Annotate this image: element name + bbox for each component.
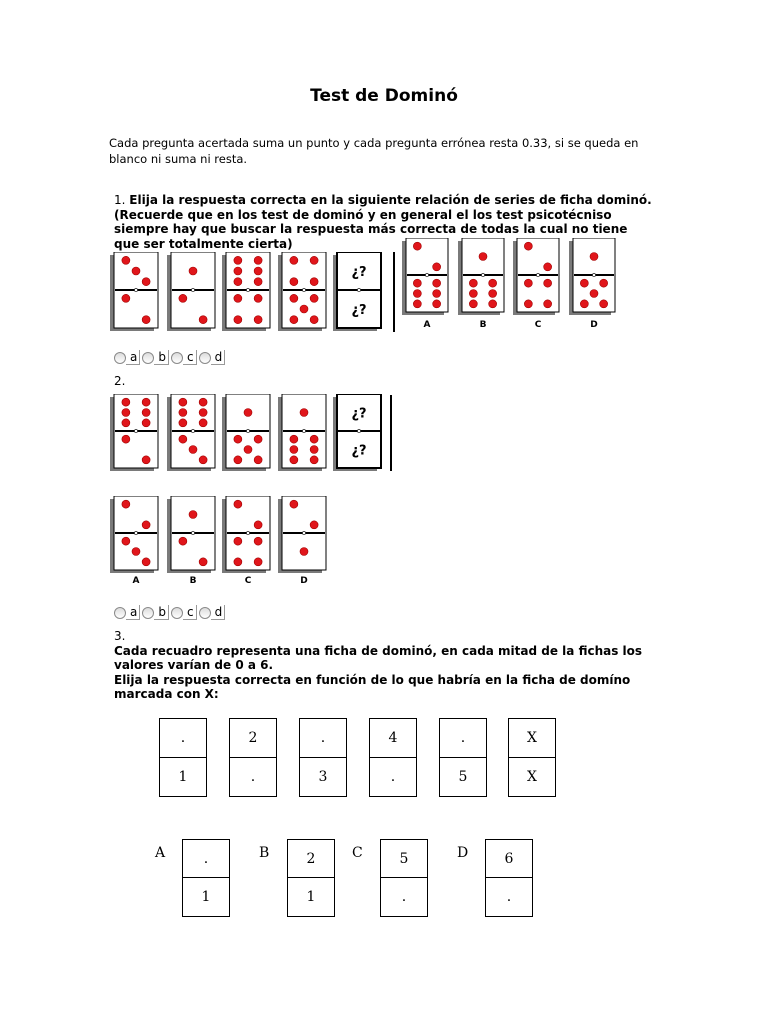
q3-sequence-tile-3-top: . (300, 719, 346, 758)
pip (132, 267, 140, 275)
pip (489, 290, 497, 298)
q3-option-letter-D: D (457, 845, 469, 861)
q1-radio-c[interactable] (171, 352, 183, 364)
pip (254, 456, 262, 464)
q3-sequence-tile-5-bottom: 5 (458, 768, 468, 785)
q1-sequence-tile-2 (167, 252, 217, 334)
pip (142, 456, 150, 464)
pip (300, 548, 308, 556)
q3-option-tile-C (380, 839, 428, 917)
pip (310, 294, 318, 302)
pip (310, 521, 318, 529)
pip (590, 290, 598, 298)
pip (413, 279, 421, 287)
pip (199, 419, 207, 427)
q3-option-tile-C-top: 5 (381, 840, 427, 878)
q1-option-letter-D: D (590, 320, 598, 330)
pip (544, 279, 552, 287)
pip (254, 537, 262, 545)
pip (600, 300, 608, 308)
pip (142, 419, 150, 427)
pip (290, 435, 298, 443)
pip (234, 256, 242, 264)
pip (290, 456, 298, 464)
q3-option-tile-D (485, 839, 533, 917)
tile-center-pin (246, 531, 249, 534)
q3-option-tile-B-top: 2 (288, 840, 334, 878)
q3-sequence-tile-1 (159, 718, 207, 797)
q3-option-tile-C-bottom: . (401, 889, 407, 905)
q1-option-letter-C: C (534, 320, 542, 330)
pip (122, 537, 130, 545)
q2-option-letter-B: B (189, 576, 197, 586)
q1-option-tile-A (402, 238, 450, 318)
pip (433, 279, 441, 287)
tile-center-pin (134, 288, 137, 291)
q3-option-letter-B: B (259, 845, 270, 861)
pip (254, 278, 262, 286)
question-3-number: 3. (114, 629, 126, 643)
q2-radio-b[interactable] (142, 607, 154, 619)
unknown-label: ¿? (351, 303, 367, 318)
pip (590, 253, 598, 261)
pip (234, 435, 242, 443)
q2-option-tile-A (110, 496, 160, 576)
pip (544, 300, 552, 308)
pip (179, 419, 187, 427)
pip (234, 558, 242, 566)
pip (179, 435, 187, 443)
q2-sequence-tile-5 (333, 394, 383, 474)
question-2-answers (114, 605, 227, 620)
pip (142, 521, 150, 529)
pip (413, 290, 421, 298)
q2-option-tile-B (167, 496, 217, 576)
pip (290, 446, 298, 454)
pip (122, 409, 130, 417)
q3-sequence-tile-6-top: X (509, 719, 555, 758)
q1-option-tile-B (458, 238, 506, 318)
unknown-label: ¿? (351, 443, 367, 459)
pip (189, 446, 197, 454)
pip (310, 278, 318, 286)
tile-center-pin (536, 273, 539, 276)
pip (310, 446, 318, 454)
pip (234, 316, 242, 324)
pip (290, 294, 298, 302)
q3-sequence-tile-6 (508, 718, 556, 797)
q1-sequence-tile-1 (110, 252, 160, 334)
pip (234, 267, 242, 275)
pip (580, 279, 588, 287)
pip (254, 316, 262, 324)
q2-option-label-c: c (183, 605, 197, 620)
pip (290, 500, 298, 508)
q3-sequence-tile-4 (369, 718, 417, 797)
pip (310, 256, 318, 264)
pip (142, 398, 150, 406)
pip (600, 279, 608, 287)
pip (234, 500, 242, 508)
q2-option-letter-C: C (244, 576, 252, 586)
pip (142, 316, 150, 324)
pip (413, 300, 421, 308)
tile-center-pin (134, 531, 137, 534)
question-2-number: 2. (114, 374, 126, 388)
tile-center-pin (191, 429, 194, 432)
pip (254, 267, 262, 275)
pip (199, 398, 207, 406)
pip (544, 263, 552, 271)
q2-radio-c[interactable] (171, 607, 183, 619)
tile-center-pin (302, 429, 305, 432)
pip (433, 300, 441, 308)
pip (524, 279, 532, 287)
question-1-separator (393, 252, 395, 332)
pip (290, 316, 298, 324)
pip (524, 242, 532, 250)
pip (122, 419, 130, 427)
question-1-answers (114, 350, 227, 365)
question-1-number: 1. (114, 193, 126, 207)
question-2-separator (390, 395, 392, 471)
pip (189, 511, 197, 519)
q3-option-tile-A-top: . (183, 840, 229, 878)
q1-option-label-c: c (183, 350, 197, 365)
pip (469, 290, 477, 298)
pip (524, 300, 532, 308)
q3-sequence-tile-2 (229, 718, 277, 797)
tile-center-pin (191, 288, 194, 291)
pip (122, 294, 130, 302)
q1-radio-a[interactable] (114, 352, 126, 364)
pip (254, 521, 262, 529)
pip (469, 300, 477, 308)
pip (234, 537, 242, 545)
q2-sequence-tile-3 (222, 394, 272, 474)
pip (254, 256, 262, 264)
q3-sequence-tile-5 (439, 718, 487, 797)
q3-sequence-tile-4-top: 4 (370, 719, 416, 758)
pip (179, 409, 187, 417)
tile-center-pin (191, 531, 194, 534)
page-title: Test de Dominó (310, 86, 458, 106)
q1-option-label-a: a (126, 350, 140, 365)
pip (244, 446, 252, 454)
q2-option-label-a: a (126, 605, 140, 620)
question-3-line-2: Elija la respuesta correcta en función de lo que habría en la ficha de domíno marcada con X: (114, 672, 631, 701)
q3-sequence-tile-3-bottom: 3 (318, 768, 328, 785)
pip (199, 409, 207, 417)
pip (122, 500, 130, 508)
pip (290, 278, 298, 286)
q3-option-tile-D-bottom: . (506, 889, 512, 905)
pip (132, 548, 140, 556)
pip (122, 398, 130, 406)
q3-sequence-tile-2-bottom: . (250, 768, 256, 785)
q1-option-label-b: b (154, 350, 169, 365)
pip (254, 294, 262, 302)
pip (310, 456, 318, 464)
q2-option-tile-C (222, 496, 272, 576)
q1-sequence-tile-5 (333, 252, 383, 334)
pip (189, 267, 197, 275)
pip (433, 263, 441, 271)
q3-sequence-tile-4-bottom: . (390, 768, 396, 785)
q3-sequence-tile-1-bottom: 1 (178, 768, 188, 785)
pip (254, 558, 262, 566)
pip (142, 409, 150, 417)
q2-option-label-b: b (154, 605, 169, 620)
pip (179, 537, 187, 545)
pip (300, 409, 308, 417)
q1-option-label-d: d (211, 350, 226, 365)
pip (489, 300, 497, 308)
pip (199, 558, 207, 566)
tile-center-pin (246, 288, 249, 291)
pip (199, 456, 207, 464)
pip (142, 558, 150, 566)
q2-radio-d[interactable] (199, 607, 211, 619)
q2-option-letter-D: D (300, 576, 308, 586)
q3-option-tile-A (182, 839, 230, 917)
pip (179, 294, 187, 302)
intro-text: Cada pregunta acertada suma un punto y cada pregunta errónea resta 0.33, si se queda en blanco ni suma ni resta. (109, 136, 639, 166)
pip (469, 279, 477, 287)
pip (310, 316, 318, 324)
question-3-line-1: Cada recuadro representa una ficha de dominó, en cada mitad de la fichas los valores varían de 0 a 6. (114, 643, 643, 672)
tile-center-pin (134, 429, 137, 432)
pip (433, 290, 441, 298)
q1-option-letter-A: A (423, 320, 431, 330)
q1-option-letter-B: B (479, 320, 487, 330)
tile-center-pin (481, 273, 484, 276)
q3-sequence-tile-1-top: . (160, 719, 206, 758)
pip (234, 456, 242, 464)
q1-sequence-tile-4 (278, 252, 328, 334)
pip (254, 435, 262, 443)
pip (234, 294, 242, 302)
q2-option-label-d: d (211, 605, 226, 620)
q1-radio-b[interactable] (142, 352, 154, 364)
pip (290, 256, 298, 264)
pip (479, 253, 487, 261)
q3-sequence-tile-3 (299, 718, 347, 797)
q2-sequence-tile-1 (110, 394, 160, 474)
q1-sequence-tile-3 (222, 252, 272, 334)
pip (489, 279, 497, 287)
q2-sequence-tile-2 (167, 394, 217, 474)
tile-center-pin (592, 273, 595, 276)
pip (142, 278, 150, 286)
pip (199, 316, 207, 324)
pip (179, 398, 187, 406)
q3-option-tile-B (287, 839, 335, 917)
tile-center-pin (302, 531, 305, 534)
pip (234, 278, 242, 286)
q3-sequence-tile-5-top: . (440, 719, 486, 758)
unknown-label: ¿? (351, 265, 367, 280)
question-1-prompt: Elija la respuesta correcta en la siguiente relación de series de ficha dominó. (Recuerde que en los test de dominó y en general el los test psicotécniso siempre hay que buscar la respuesta más correcta de todas la cual no tiene que ser totalmente cierta) (114, 193, 652, 251)
q1-radio-d[interactable] (199, 352, 211, 364)
tile-center-pin (425, 273, 428, 276)
q2-sequence-tile-4 (278, 394, 328, 474)
q3-option-tile-B-bottom: 1 (306, 889, 316, 905)
q3-option-letter-C: C (352, 845, 363, 861)
pip (580, 300, 588, 308)
q1-option-tile-C (513, 238, 561, 318)
tile-center-pin (357, 429, 360, 432)
q2-option-tile-D (278, 496, 328, 576)
pip (244, 409, 252, 417)
q3-option-tile-D-top: 6 (486, 840, 532, 878)
q3-sequence-tile-6-bottom: X (527, 768, 537, 785)
q2-radio-a[interactable] (114, 607, 126, 619)
tile-center-pin (302, 288, 305, 291)
pip (310, 435, 318, 443)
tile-center-pin (246, 429, 249, 432)
question-3-text (114, 629, 674, 702)
q3-option-tile-A-bottom: 1 (201, 889, 211, 905)
unknown-label: ¿? (351, 406, 367, 422)
pip (122, 256, 130, 264)
q1-option-tile-D (569, 238, 617, 318)
tile-center-pin (357, 288, 360, 291)
pip (413, 242, 421, 250)
q2-option-letter-A: A (132, 576, 140, 586)
pip (300, 305, 308, 313)
q3-sequence-tile-2-top: 2 (230, 719, 276, 758)
pip (122, 435, 130, 443)
q3-option-letter-A: A (155, 845, 166, 861)
